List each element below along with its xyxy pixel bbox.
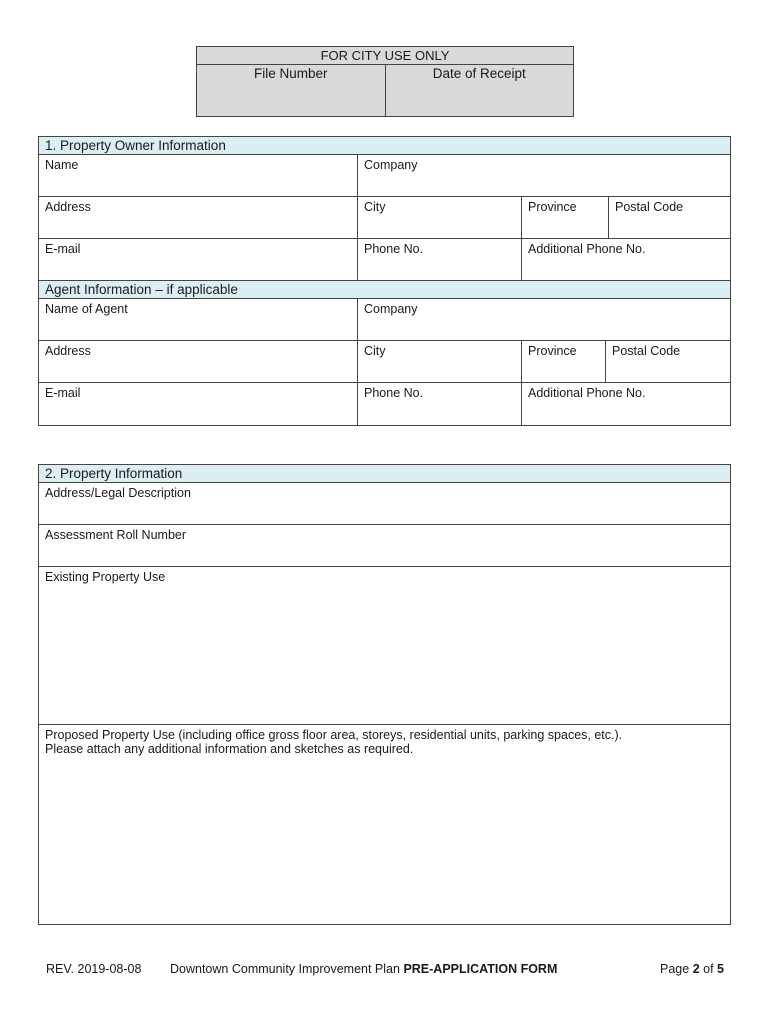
owner-agent-section xyxy=(38,136,731,426)
owner-address-row xyxy=(39,197,730,239)
agent-company-field[interactable] xyxy=(357,299,730,340)
agent-company-label: Company xyxy=(364,302,418,316)
address-legal-field[interactable] xyxy=(39,483,730,524)
agent-phone-field[interactable] xyxy=(357,383,521,425)
agent-email-field[interactable] xyxy=(39,383,357,425)
owner-phone-label: Phone No. xyxy=(364,242,424,256)
owner-postal-code-label: Postal Code xyxy=(615,200,684,214)
plan-title: Downtown Community Improvement Plan xyxy=(170,962,400,976)
section1-header: 1. Property Owner Information xyxy=(39,137,730,155)
agent-city-label: City xyxy=(364,344,386,358)
address-legal-label: Address/Legal Description xyxy=(45,486,191,500)
owner-contact-row xyxy=(39,239,730,281)
proposed-use-field[interactable] xyxy=(39,725,730,924)
owner-province-field[interactable] xyxy=(521,197,608,238)
agent-postal-code-label: Postal Code xyxy=(612,344,681,358)
page-number xyxy=(660,962,724,976)
existing-use-label: Existing Property Use xyxy=(45,570,166,584)
owner-city-label: City xyxy=(364,200,386,214)
page-current: 2 xyxy=(692,962,700,976)
owner-email-field[interactable] xyxy=(39,239,357,280)
file-number-field[interactable] xyxy=(197,65,385,116)
page-total: 5 xyxy=(717,962,724,976)
section2-header: 2. Property Information xyxy=(39,465,730,483)
agent-city-field[interactable] xyxy=(357,341,521,382)
agent-header-row xyxy=(39,281,730,299)
address-legal-row xyxy=(39,483,730,525)
agent-province-label: Province xyxy=(528,344,577,358)
city-use-title: FOR CITY USE ONLY xyxy=(197,47,573,65)
agent-name-row xyxy=(39,299,730,341)
owner-name-field[interactable] xyxy=(39,155,357,196)
existing-use-field[interactable] xyxy=(39,567,730,724)
owner-company-label: Company xyxy=(364,158,418,172)
agent-address-field[interactable] xyxy=(39,341,357,382)
owner-phone-field[interactable] xyxy=(357,239,521,280)
agent-contact-row xyxy=(39,383,730,425)
owner-additional-phone-field[interactable] xyxy=(521,239,730,280)
owner-address-field[interactable] xyxy=(39,197,357,238)
owner-email-label: E-mail xyxy=(45,242,81,256)
owner-province-label: Province xyxy=(528,200,577,214)
assessment-roll-label: Assessment Roll Number xyxy=(45,528,187,542)
agent-province-field[interactable] xyxy=(521,341,605,382)
page-word: Page xyxy=(660,962,690,976)
revision-date: REV. 2019-08-08 xyxy=(46,962,142,976)
owner-name-label: Name xyxy=(45,158,79,172)
proposed-use-note: Please attach any additional information and sketches as required. xyxy=(45,742,414,756)
agent-name-label: Name of Agent xyxy=(45,302,128,316)
date-of-receipt-field[interactable] xyxy=(385,65,574,116)
owner-additional-phone-label: Additional Phone No. xyxy=(528,242,646,256)
agent-address-label: Address xyxy=(45,344,91,358)
agent-additional-phone-field[interactable] xyxy=(521,383,730,425)
form-name: PRE-APPLICATION FORM xyxy=(403,962,558,976)
agent-header: Agent Information – if applicable xyxy=(45,282,238,297)
owner-company-field[interactable] xyxy=(357,155,730,196)
owner-postal-code-field[interactable] xyxy=(608,197,730,238)
assessment-roll-field[interactable] xyxy=(39,525,730,566)
page-footer xyxy=(46,962,724,976)
city-use-row xyxy=(197,65,573,116)
agent-additional-phone-label: Additional Phone No. xyxy=(528,386,646,400)
date-of-receipt-label: Date of Receipt xyxy=(432,66,526,81)
owner-name-row xyxy=(39,155,730,197)
assessment-roll-row xyxy=(39,525,730,567)
agent-postal-code-field[interactable] xyxy=(605,341,730,382)
owner-city-field[interactable] xyxy=(357,197,521,238)
of-word: of xyxy=(703,962,714,976)
owner-address-label: Address xyxy=(45,200,91,214)
proposed-use-label: Proposed Property Use (including office gross floor area, storeys, residential units, parking spaces, etc.). xyxy=(45,728,623,742)
form-title xyxy=(170,962,660,976)
proposed-use-row xyxy=(39,725,730,924)
agent-phone-label: Phone No. xyxy=(364,386,424,400)
file-number-label: File Number xyxy=(253,66,328,81)
agent-name-field[interactable] xyxy=(39,299,357,340)
property-section xyxy=(38,464,731,925)
existing-use-row xyxy=(39,567,730,725)
city-use-box xyxy=(196,46,574,117)
agent-address-row xyxy=(39,341,730,383)
agent-email-label: E-mail xyxy=(45,386,81,400)
